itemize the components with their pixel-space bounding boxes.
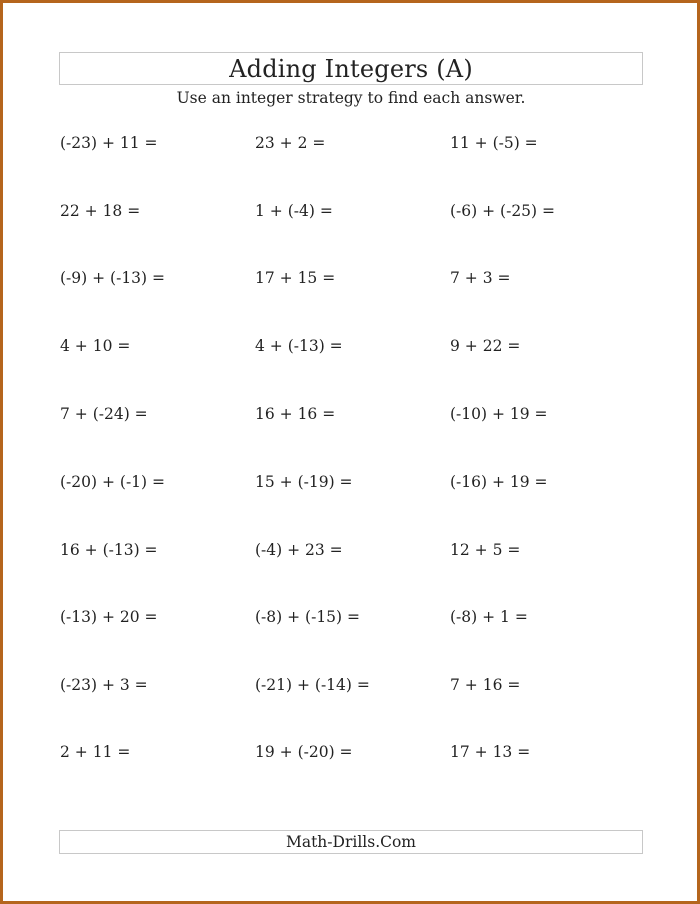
problem-item: (-10) + 19 = bbox=[450, 405, 548, 423]
problem-item: (-9) + (-13) = bbox=[60, 269, 166, 287]
problem-item: (-20) + (-1) = bbox=[60, 473, 166, 491]
problem-item: (-6) + (-25) = bbox=[450, 202, 556, 220]
worksheet-title: Adding Integers (A) bbox=[59, 52, 643, 85]
problem-item: (-8) + 1 = bbox=[450, 608, 528, 626]
problem-item: 17 + 15 = bbox=[255, 269, 336, 287]
problem-item: 7 + 3 = bbox=[450, 269, 511, 287]
problem-item: (-23) + 3 = bbox=[60, 676, 148, 694]
problem-item: 15 + (-19) = bbox=[255, 473, 353, 491]
problem-item: (-8) + (-15) = bbox=[255, 608, 361, 626]
problem-item: 4 + 10 = bbox=[60, 337, 131, 355]
problem-item: 7 + (-24) = bbox=[60, 405, 148, 423]
problem-item: (-23) + 11 = bbox=[60, 134, 158, 152]
problem-item: 4 + (-13) = bbox=[255, 337, 343, 355]
problem-item: (-21) + (-14) = bbox=[255, 676, 370, 694]
problem-item: 22 + 18 = bbox=[60, 202, 141, 220]
worksheet-footer: Math-Drills.Com bbox=[59, 830, 643, 854]
problem-item: 1 + (-4) = bbox=[255, 202, 333, 220]
problem-item: 16 + (-13) = bbox=[60, 541, 158, 559]
problem-item: (-16) + 19 = bbox=[450, 473, 548, 491]
problem-item: 9 + 22 = bbox=[450, 337, 521, 355]
problem-item: 19 + (-20) = bbox=[255, 743, 353, 761]
problem-item: 11 + (-5) = bbox=[450, 134, 538, 152]
worksheet-instructions: Use an integer strategy to find each answer. bbox=[176, 89, 526, 107]
problem-item: 12 + 5 = bbox=[450, 541, 521, 559]
problem-item: 17 + 13 = bbox=[450, 743, 531, 761]
problem-item: 16 + 16 = bbox=[255, 405, 336, 423]
problem-item: (-13) + 20 = bbox=[60, 608, 158, 626]
problem-item: (-4) + 23 = bbox=[255, 541, 343, 559]
problem-item: 2 + 11 = bbox=[60, 743, 131, 761]
problem-item: 23 + 2 = bbox=[255, 134, 326, 152]
problem-item: 7 + 16 = bbox=[450, 676, 521, 694]
